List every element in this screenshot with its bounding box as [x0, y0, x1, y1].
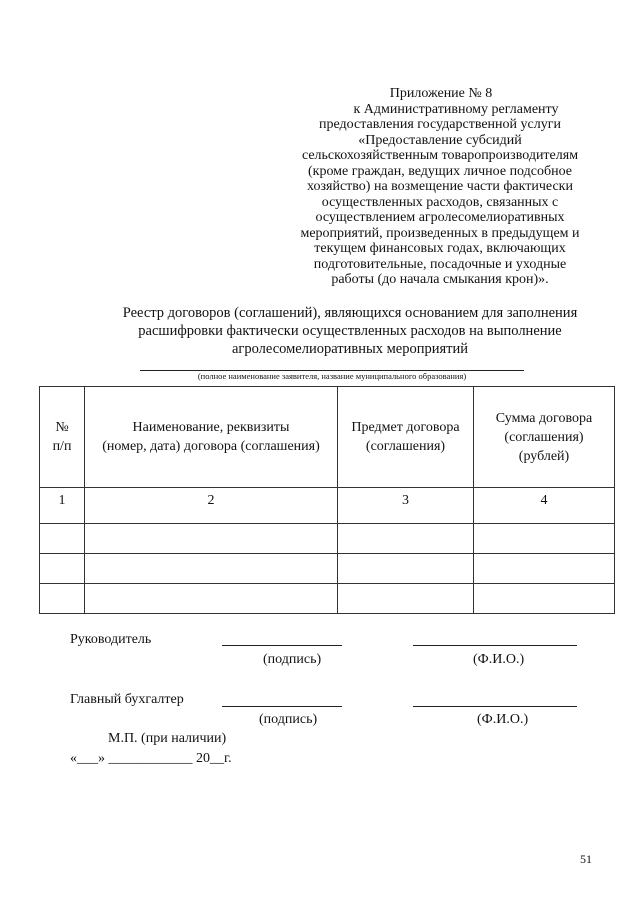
head-signature-caption: (подпись)	[263, 652, 322, 667]
head-signature-line[interactable]	[222, 645, 342, 646]
page-number: 51	[580, 852, 592, 866]
appendix-reference	[260, 86, 620, 288]
column-number: 1	[40, 488, 85, 524]
accountant-label: Главный бухгалтер	[70, 692, 184, 707]
appendix-line: (кроме граждан, ведущих личное подсобное	[307, 163, 572, 179]
table-header-row	[40, 387, 615, 488]
title-line: агролесомелиоративных мероприятий	[231, 341, 469, 357]
appendix-line: подготовительные, посадочные и уходные	[313, 256, 567, 272]
applicant-caption: (полное наименование заявителя, название муниципального образования)	[197, 371, 467, 381]
appendix-line: Приложение № 8	[389, 86, 493, 101]
header-contract-amount: Сумма договора (соглашения) (рублей)	[474, 387, 615, 488]
accountant-signature-line[interactable]	[222, 706, 342, 707]
head-name-line[interactable]	[413, 645, 577, 646]
appendix-line: «Предоставление субсидий	[358, 132, 522, 148]
title-line: Реестр договоров (соглашений), являющихся основанием для заполнения	[122, 305, 578, 321]
appendix-line: текущем финансовых годах, включающих	[314, 241, 566, 256]
stamp-place: М.П. (при наличии)	[108, 731, 227, 746]
table-cell[interactable]	[474, 554, 615, 584]
appendix-line: сельскохозяйственным товаропроизводителям	[301, 148, 579, 163]
table-cell[interactable]	[338, 524, 474, 554]
column-number-row	[40, 488, 615, 524]
column-number: 4	[474, 488, 615, 524]
table-cell[interactable]	[40, 584, 85, 614]
appendix-line: мероприятий, произведенных в предыдущем и	[300, 225, 580, 241]
accountant-name-line[interactable]	[413, 706, 577, 707]
document-title	[90, 304, 610, 358]
table-row	[40, 554, 615, 584]
table-cell[interactable]	[474, 524, 615, 554]
head-name-caption: (Ф.И.О.)	[473, 652, 525, 667]
contracts-registry-table	[39, 386, 615, 614]
header-contract-details: Наименование, реквизиты (номер, дата) договора (соглашения)	[85, 387, 338, 488]
head-label: Руководитель	[70, 632, 152, 647]
appendix-line: предоставления государственной услуги	[319, 117, 561, 132]
accountant-signature-caption: (подпись)	[259, 712, 318, 727]
title-line: расшифровки фактически осуществленных расходов на выполнение	[138, 323, 562, 339]
appendix-line: работы (до начала смыкания крон)».	[331, 272, 549, 287]
appendix-line: хозяйство) на возмещение части фактически	[307, 179, 573, 194]
table-cell[interactable]	[40, 524, 85, 554]
appendix-line: осуществлением агролесомелиоративных	[315, 210, 565, 225]
column-number: 2	[85, 488, 338, 524]
table-cell[interactable]	[40, 554, 85, 584]
table-row	[40, 584, 615, 614]
table-cell[interactable]	[338, 554, 474, 584]
date-field[interactable]: «___» ____________ 20__г.	[70, 751, 232, 766]
header-contract-subject: Предмет договора (соглашения)	[338, 387, 474, 488]
table-cell[interactable]	[85, 584, 338, 614]
table-cell[interactable]	[474, 584, 615, 614]
appendix-line: к Административному регламенту	[353, 101, 559, 117]
accountant-name-caption: (Ф.И.О.)	[477, 712, 529, 727]
table-cell[interactable]	[85, 554, 338, 584]
table-cell[interactable]	[338, 584, 474, 614]
table-row	[40, 524, 615, 554]
column-number: 3	[338, 488, 474, 524]
header-number: № п/п	[40, 387, 85, 488]
appendix-line: осуществленных расходов, связанных с	[321, 194, 559, 210]
table-cell[interactable]	[85, 524, 338, 554]
